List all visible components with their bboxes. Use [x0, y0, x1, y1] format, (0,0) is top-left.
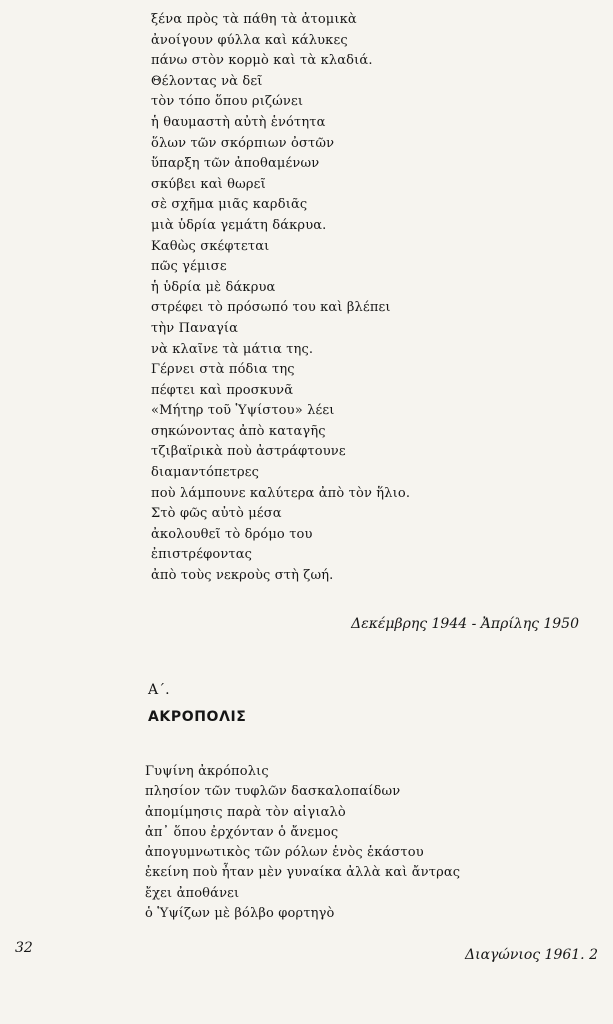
poem-line: ὁ Ὑψίζων μὲ βόλβο φορτηγὸ	[145, 906, 335, 922]
poem-line: ἔχει ἀποθάνει	[145, 885, 240, 901]
poem-line: τὴν Παναγία	[151, 320, 239, 336]
poem-line: ποὺ λάμπουνε καλύτερα ἀπὸ τὸν ἥλιο.	[151, 485, 411, 501]
poem-line: «Μήτηρ τοῦ Ὑψίστου» λέει	[151, 403, 335, 419]
poem-line: διαμαντόπετρες	[151, 465, 260, 481]
poem-line: ἡ θαυμαστὴ αὐτὴ ἑνότητα	[151, 114, 326, 130]
poem-line: Καθὼς σκέφτεται	[151, 238, 270, 254]
poem-akropolis	[145, 762, 460, 924]
poem-line: σκύβει καὶ θωρεῖ	[151, 176, 266, 192]
page-number: 32	[15, 940, 33, 956]
poem-line: πέφτει καὶ προσκυνᾶ	[151, 382, 294, 398]
poem-line: Στὸ φῶς αὐτὸ μέσα	[151, 506, 282, 522]
poem-line: στρέφει τὸ πρόσωπό του καὶ βλέπει	[151, 300, 391, 316]
poem-line: σηκώνοντας ἀπὸ καταγῆς	[151, 423, 326, 439]
poem-line: ἀκολουθεῖ τὸ δρόμο του	[151, 526, 313, 542]
poem-line: ξένα πρὸς τὰ πάθη τὰ ἀτομικὰ	[151, 12, 357, 27]
poem-line: Γυψίνη ἀκρόπολις	[145, 764, 269, 779]
poem-title: ΑΚΡΟΠΟΛΙΣ	[148, 709, 247, 725]
poem-line: ἀπογυμνωτικὸς τῶν ρόλων ἑνὸς ἑκάστου	[145, 845, 424, 861]
poem-line: ἡ ὑδρία μὲ δάκρυα	[151, 279, 276, 295]
poem-line: ὅλων τῶν σκόρπιων ὀστῶν	[151, 135, 335, 151]
poem-line: νὰ κλαῖνε τὰ μάτια της.	[151, 341, 314, 357]
poem-line: Θέλοντας νὰ δεῖ	[151, 73, 263, 89]
poem-line: σὲ σχῆμα μιᾶς καρδιᾶς	[151, 197, 308, 213]
poem-line: ἀπὸ τοὺς νεκροὺς στὴ ζωή.	[151, 568, 334, 584]
poem-line: ἐπιστρέφοντας	[151, 547, 253, 563]
poem-line: πάνω στὸν κορμὸ καὶ τὰ κλαδιά.	[151, 53, 373, 69]
poem-line: Γέρνει στὰ πόδια της	[151, 362, 295, 378]
poem-line: τὸν τόπο ὅπου ριζώνει	[151, 94, 304, 110]
poem-line: ἀνοίγουν φύλλα καὶ κάλυκες	[151, 32, 348, 48]
poem-line: ὕπαρξη τῶν ἀποθαμένων	[151, 156, 320, 172]
poem-line: ἀπομίμησις παρὰ τὸν αἰγιαλὸ	[145, 804, 346, 820]
poem-line: πῶς γέμισε	[151, 259, 227, 275]
poem-line: τζιβαϊρικὰ ποὺ ἀστράφτουνε	[151, 444, 346, 460]
poem-continuation	[151, 10, 410, 587]
poem-line: μιὰ ὑδρία γεμάτη δάκρυα.	[151, 217, 327, 233]
section-mark: Α΄.	[148, 682, 170, 698]
poem-line: ἀπ᾿ ὅπου ἐρχόνταν ὁ ἄνεμος	[145, 824, 339, 840]
poem-date: Δεκέμβρης 1944 - Ἀπρίλης 1950	[351, 616, 579, 632]
footer-source: Διαγώνιος 1961. 2	[465, 947, 598, 963]
poem-line: ἐκείνη ποὺ ἦταν μὲν γυναίκα ἀλλὰ καὶ ἄντρας	[145, 865, 461, 881]
poem-line: πλησίον τῶν τυφλῶν δασκαλοπαίδων	[145, 784, 401, 800]
